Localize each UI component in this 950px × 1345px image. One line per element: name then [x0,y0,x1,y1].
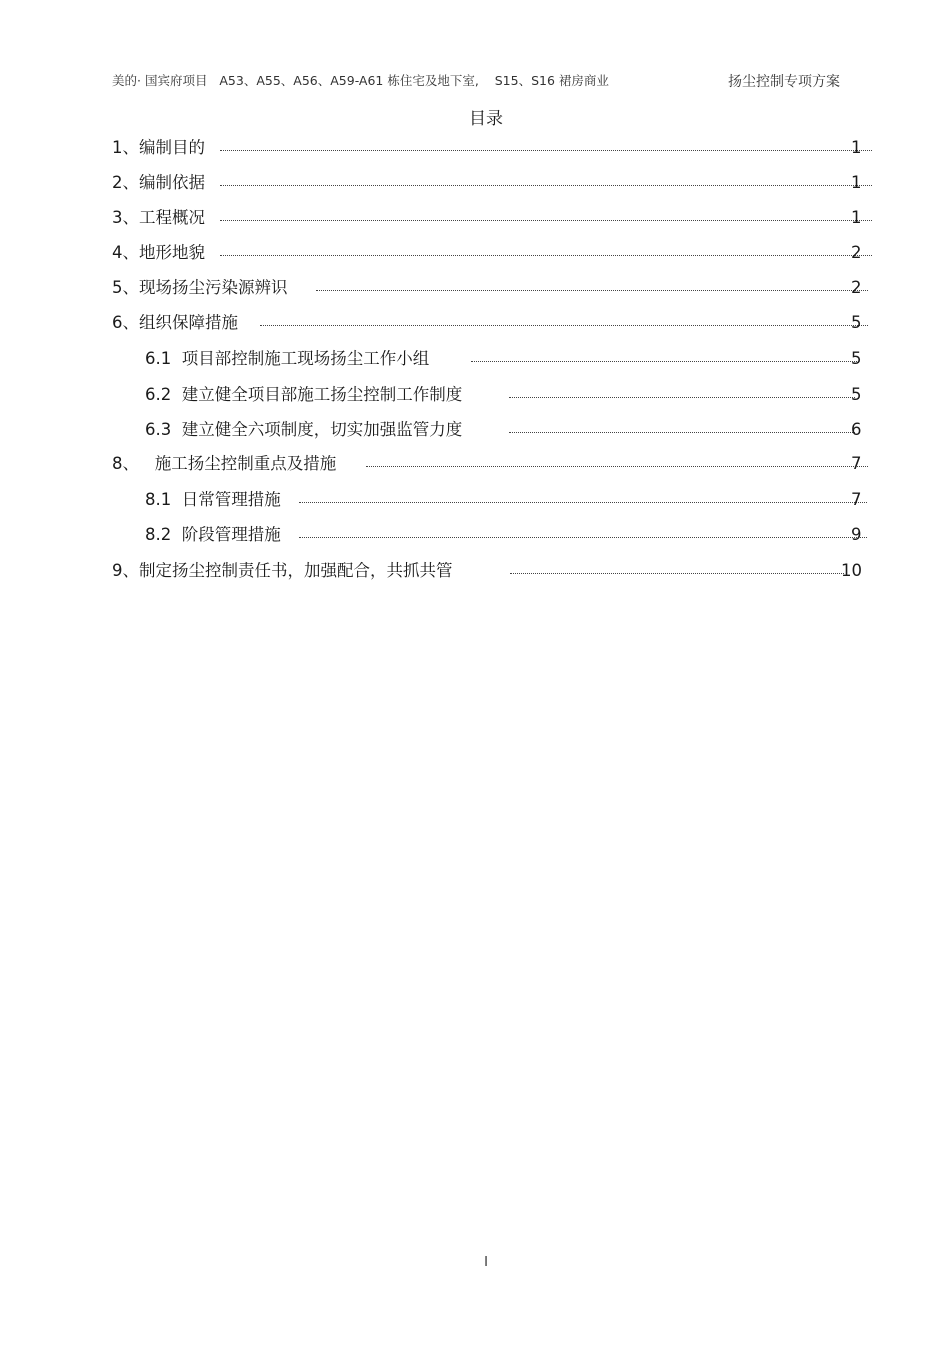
toc-entry-page: 2 [851,278,862,297]
toc-entry-page: 1 [851,173,862,192]
page-footer-number: I [484,1255,488,1270]
toc-entry-page: 7 [851,490,862,509]
toc-entry-label: 4、地形地貌 [112,243,205,262]
toc-entry-label: 8.1 日常管理措施 [145,490,281,509]
toc-entry-label: 2、编制依据 [112,173,205,192]
toc-entry-label: 9、制定扬尘控制责任书，加强配合，共抓共管 [112,561,453,580]
toc-entry-page: 6 [851,420,862,439]
header-document-title: 扬尘控制专项方案 [728,74,840,90]
toc-entry-label: 6.2 建立健全项目部施工扬尘控制工作制度 [145,385,463,404]
toc-entry-page: 2 [851,243,862,262]
toc-entry-page: 5 [851,349,862,368]
toc-leader-dots [509,395,855,398]
toc-leader-dots [220,253,872,256]
running-header [112,71,840,89]
toc-entry[interactable] [112,450,872,478]
toc-entry-page: 5 [851,313,862,332]
toc-entry-label: 8.2 阶段管理措施 [145,525,281,544]
toc-entry[interactable] [112,557,872,585]
toc-leader-dots [220,218,872,221]
toc-entry-label: 6、组织保障措施 [112,313,238,332]
toc-leader-dots [316,288,868,291]
toc-entry-page: 1 [851,208,862,227]
toc-entry-page: 5 [851,385,862,404]
toc-entry-label: 1、编制目的 [112,138,205,157]
toc-entry-page: 10 [841,561,862,580]
toc-entry[interactable] [145,416,865,444]
toc-entry-label: 6.3 建立健全六项制度，切实加强监管力度 [145,420,463,439]
toc-entry-label: 5、现场扬尘污染源辨识 [112,278,288,297]
toc-entry[interactable] [112,274,872,302]
toc-entry-page: 7 [851,454,862,473]
toc-leader-dots [220,183,872,186]
toc-entry[interactable] [145,345,865,373]
toc-entry[interactable] [145,381,865,409]
toc-leader-dots [220,148,872,151]
toc-entry-label: 3、工程概况 [112,208,205,227]
toc-entry[interactable] [112,204,872,232]
toc-entry[interactable] [112,134,872,162]
toc-leader-dots [510,571,844,574]
toc-entry-page: 9 [851,525,862,544]
toc-entry-label: 6.1 项目部控制施工现场扬尘工作小组 [145,349,430,368]
header-project-title: 美的· 国宾府项目 A53、A55、A56、A59-A61 栋住宅及地下室, S15、S16 裙房商业 [112,73,609,88]
toc-heading: 目录 [469,109,503,129]
toc-entry[interactable] [112,309,872,337]
toc-leader-dots [471,359,859,362]
toc-leader-dots [299,500,867,503]
toc-entry[interactable] [145,486,865,514]
toc-leader-dots [366,464,868,467]
toc-leader-dots [509,430,855,433]
toc-leader-dots [299,535,867,538]
toc-entry[interactable] [112,239,872,267]
toc-entry[interactable] [112,169,872,197]
toc-leader-dots [260,323,868,326]
toc-entry-page: 1 [851,138,862,157]
toc-entry-label: 8、 施工扬尘控制重点及措施 [112,454,337,473]
toc-entry[interactable] [145,521,865,549]
